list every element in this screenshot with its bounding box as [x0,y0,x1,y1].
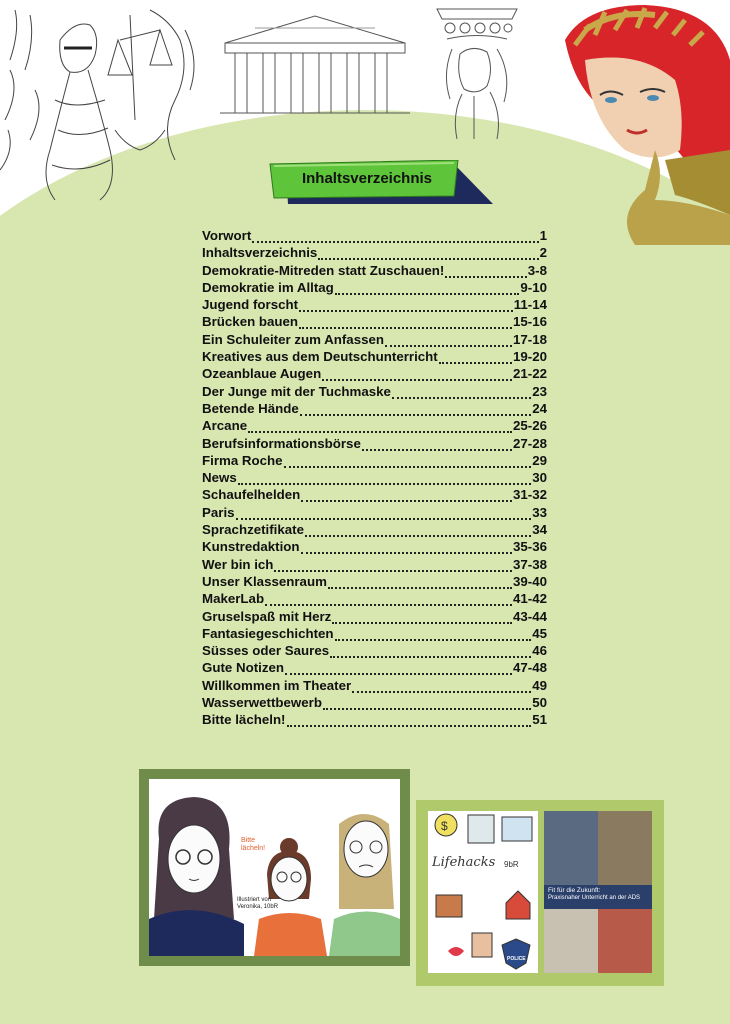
toc-entry[interactable] [202,626,547,643]
toc-entry-title: Gute Notizen [202,660,284,676]
toc-entry[interactable] [202,695,547,712]
woman-laurel-portrait [545,0,730,245]
toc-leader-dots [330,646,531,658]
toc-entry-title: Wasserwettbewerb [202,695,322,711]
toc-entry-title: Schaufelhelden [202,487,301,503]
toc-leader-dots [305,525,531,537]
toc-leader-dots [318,248,538,260]
svg-text:$: $ [441,819,448,833]
toc-entry-title: Fantasiegeschichten [202,625,334,641]
toc-entry-title: Kreatives aus dem Deutschunterricht [202,349,438,365]
toc-entry-page: 24 [532,400,547,416]
toc-leader-dots [287,715,532,727]
toc-entry[interactable] [202,609,547,626]
toc-entry-title: Unser Klassenraum [202,573,327,589]
fit-fuer-die-zukunft-cover [544,811,652,973]
toc-leader-dots [323,698,531,710]
toc-leader-dots [362,439,512,451]
toc-entry-page: 23 [532,383,547,399]
toc-leader-dots [392,387,531,399]
cover-thumbnails-right [416,800,664,986]
toc-entry[interactable] [202,314,547,331]
toc-entry-page: 29 [532,452,547,468]
toc-leader-dots [301,542,512,554]
toc-entry-page: 35-36 [512,539,547,555]
toc-entry-title: Paris [202,504,235,520]
police-badge-label: POLICE [507,956,526,962]
toc-entry-title: Süsses oder Saures [202,643,330,659]
toc-entry-title: Vorwort [202,228,252,243]
toc-entry-page: 33 [532,504,547,520]
toc-entry[interactable] [202,712,547,729]
toc-entry-page: 46 [532,643,547,659]
toc-leader-dots [265,594,512,606]
toc-entry-title: Wer bin ich [202,556,274,572]
toc-entry[interactable] [202,384,547,401]
toc-entry[interactable] [202,297,547,314]
justitia-sketch [0,0,215,205]
toc-entry[interactable] [202,263,547,280]
toc-entry[interactable] [202,245,547,262]
toc-leader-dots [248,421,512,433]
toc-entry-title: Jugend forscht [202,297,299,313]
toc-entry[interactable] [202,280,547,297]
toc-leader-dots [332,612,512,624]
toc-entry-page: 27-28 [512,435,547,451]
toc-entry[interactable] [202,643,547,660]
toc-entry-page: 47-48 [512,660,547,676]
toc-leader-dots [300,404,531,416]
toc-entry-page: 25-26 [512,418,547,434]
toc-entry[interactable] [202,228,547,245]
toc-entry-page: 37-38 [512,556,547,572]
toc-entry-title: MakerLab [202,591,265,607]
toc-entry-title: Brücken bauen [202,314,299,330]
toc-leader-dots [285,663,512,675]
toc-entry-title: Gruselspaß mit Herz [202,608,332,624]
toc-leader-dots [335,629,532,641]
toc-entry-page: 17-18 [512,331,547,347]
toc-leader-dots [284,456,532,468]
toc-entry-page: 34 [532,522,547,538]
toc-entry[interactable] [202,470,547,487]
toc-entry[interactable] [202,660,547,677]
toc-leader-dots [328,577,512,589]
toc-entry[interactable] [202,505,547,522]
toc-leader-dots [439,352,512,364]
toc-entry-title: Arcane [202,418,248,434]
toc-leader-dots [445,266,526,278]
toc-leader-dots [252,231,538,243]
parthenon-sketch [215,8,415,118]
toc-entry[interactable] [202,557,547,574]
toc-leader-dots [299,317,512,329]
toc-leader-dots [238,473,531,485]
toc-leader-dots [322,369,512,381]
toc-entry[interactable] [202,487,547,504]
photo-school-building [598,909,652,973]
toc-entry-title: Demokratie im Alltag [202,279,334,295]
toc-entry-page: 49 [532,677,547,693]
toc-entry-page: 30 [532,470,547,486]
toc-entry[interactable] [202,349,547,366]
toc-entry-page: 51 [532,712,547,728]
toc-entry-page: 43-44 [512,608,547,624]
toc-entry-page: 50 [532,695,547,711]
lifehacks-cover [428,811,538,973]
toc-entry-page: 41-42 [512,591,547,607]
toc-entry-page: 31-32 [512,487,547,503]
photo-computer-room [544,909,598,973]
toc-entry-page: 15-16 [512,314,547,330]
toc-entry[interactable] [202,574,547,591]
toc-entry-page: 9-10 [520,279,547,295]
toc-entry[interactable] [202,401,547,418]
toc-leader-dots [299,300,513,312]
toc-entry-page: 3-8 [527,262,547,278]
class-tag: 9bR [504,860,519,869]
toc-entry[interactable] [202,522,547,539]
caryatid-sketch [432,4,522,139]
toc-entry-page: 21-22 [512,366,547,382]
table-of-contents [202,228,547,730]
toc-entry-page: 19-20 [512,349,547,365]
toc-leader-dots [335,283,520,295]
toc-entry[interactable] [202,591,547,608]
page-title: Inhaltsverzeichnis [301,170,433,187]
title-banner [268,160,493,210]
toc-entry-page: 2 [539,245,547,261]
toc-entry-title: Bitte lächeln! [202,712,286,728]
toc-leader-dots [385,335,512,347]
toc-leader-dots [274,560,512,572]
toc-entry-page: 11-14 [513,297,547,313]
toc-leader-dots [301,490,512,502]
toc-entry[interactable] [202,332,547,349]
illustrator-credit: Illustriert von Veronika, 10bR [237,897,279,910]
toc-entry-title: News [202,470,237,486]
photo-students-indoor [598,811,652,885]
toc-entry[interactable] [202,453,547,470]
toc-entry-title: Firma Roche [202,452,283,468]
smile-caption: Bitte lächeln! [241,837,266,852]
toc-entry-title: Betende Hände [202,400,299,416]
toc-entry-title: Ozeanblaue Augen [202,366,322,382]
toc-entry[interactable] [202,366,547,383]
photo-students-outdoor [544,811,598,885]
cover-title-bar: Fit für die Zukunft: Praxisnaher Unterricht an der ADS [544,885,652,909]
toc-entry-page: 1 [539,228,547,243]
cover-thumbnail-bitte-laecheln [139,769,410,966]
toc-leader-dots [236,508,532,520]
three-girls-illustration [149,779,400,956]
toc-leader-dots [352,681,531,693]
toc-entry[interactable] [202,678,547,695]
toc-entry[interactable] [202,436,547,453]
toc-entry-title: Der Junge mit der Tuchmaske [202,383,391,399]
toc-entry-title: Willkommen im Theater [202,677,352,693]
toc-entry-title: Inhaltsverzeichnis [202,245,318,261]
toc-entry-title: Ein Schuleiter zum Anfassen [202,331,385,347]
toc-entry[interactable] [202,539,547,556]
lifehacks-title: Lifehacks [432,855,496,870]
toc-entry-title: Sprachzetifikate [202,522,304,538]
toc-entry-page: 45 [532,625,547,641]
toc-entry-title: Berufsinformationsbörse [202,435,361,451]
toc-entry[interactable] [202,418,547,435]
toc-entry-title: Kunstredaktion [202,539,300,555]
toc-entry-page: 39-40 [512,573,547,589]
toc-entry-title: Demokratie-Mitreden statt Zuschauen! [202,262,445,278]
